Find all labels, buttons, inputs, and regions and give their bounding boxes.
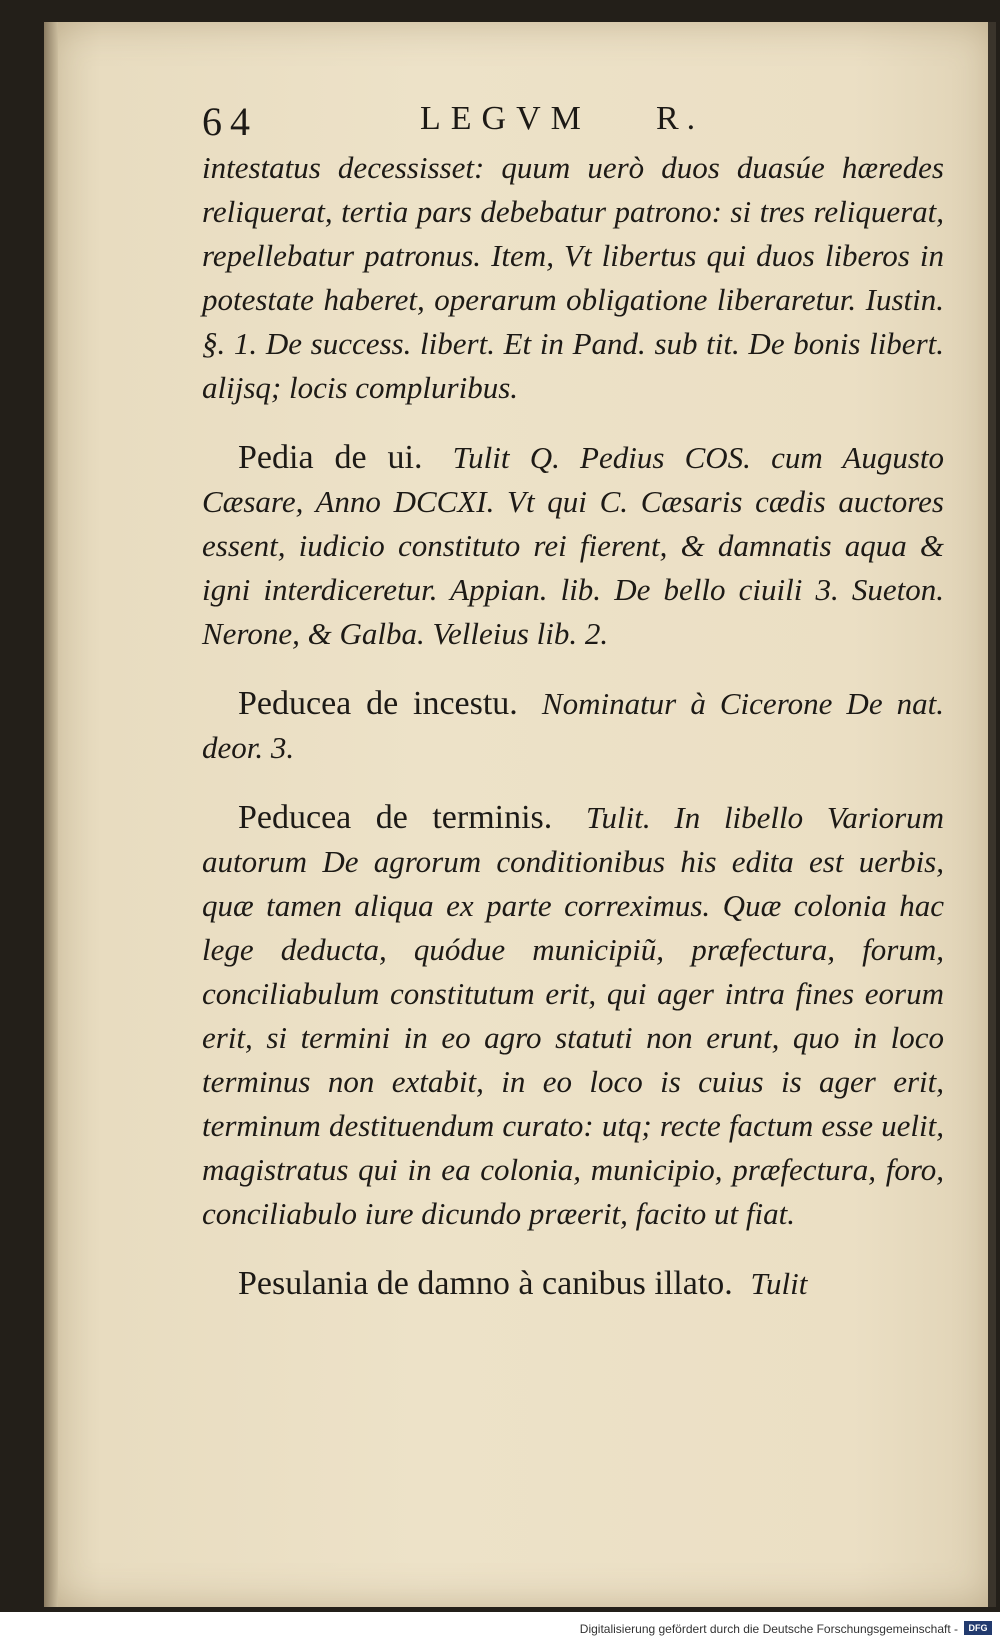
entry-text: Tulit Q. Pedius COS. cum Augusto Cæsare, Anno DCCXI. Vt qui C. Cæsaris cædis auctores essent, iudicio constituto rei fierent, & damnatis aqua & igni interdiceretur. Appian. lib. De bello ciuili 3. Sueton. Nerone, & Galba. Velleius lib. 2.: [202, 440, 944, 651]
entry-heading: Peducea de terminis.: [238, 799, 553, 836]
entry-heading: Pedia de ui.: [238, 439, 423, 476]
footer-credit: Digitalisierung gefördert durch die Deutsche Forschungsgemeinschaft -: [579, 1622, 958, 1636]
entry-text: Nominatur à Cicerone De nat. deor. 3.: [202, 686, 945, 765]
intro-paragraph: intestatus decessisset: quum uerò duos duasúe hæredes reliquerat, tertia pars debebatur patrono: si tres reliquerat, repellebatur patronus. Item, Vt libertus qui duos liberos in potestate haberet, operarum obligatione liberaretur. Iustin. §. 1. De success. libert. Et in Pand. sub tit. De bonis libert. alijsq; locis compluribus.: [202, 150, 944, 405]
entry-heading: Peducea de incestu.: [238, 685, 518, 722]
entry-peducea-incestu: [202, 682, 944, 770]
running-title-letter: R.: [656, 100, 704, 137]
page-content: [202, 98, 944, 1306]
digitization-footer: [0, 1612, 1000, 1644]
running-title: LEGVM: [420, 100, 591, 137]
entry-text: Tulit: [750, 1266, 808, 1301]
entry-pesulania: [202, 1262, 944, 1306]
dfg-logo-icon: DFG: [964, 1621, 992, 1635]
running-header: [202, 98, 944, 144]
entry-pedia: [202, 436, 944, 656]
entry-heading: Pesulania de damno à canibus illato.: [238, 1265, 733, 1302]
entry-text: Tulit. In libello Variorum autorum De agrorum conditionibus his edita est uerbis, quæ tamen aliqua ex parte correximus. Quæ colonia hac lege deducta, quódue municipiũ, præfectura, forum, conciliabulum constitutum erit, qui ager intra fines eorum erit, si termini in eo agro statuti non erunt, quo in loco terminus non extabit, in eo loco is cuius is ager erit, terminum destituendum curato: utq; recte factum esse uelit, magistratus qui in ea colonia, municipio, præfectura, foro, conciliabulo iure dicundo præerit, facito ut fiat.: [202, 800, 945, 1231]
entry-peducea-terminis: [202, 796, 944, 1236]
page-edge: [988, 22, 996, 1607]
page-number: 64: [202, 99, 258, 144]
